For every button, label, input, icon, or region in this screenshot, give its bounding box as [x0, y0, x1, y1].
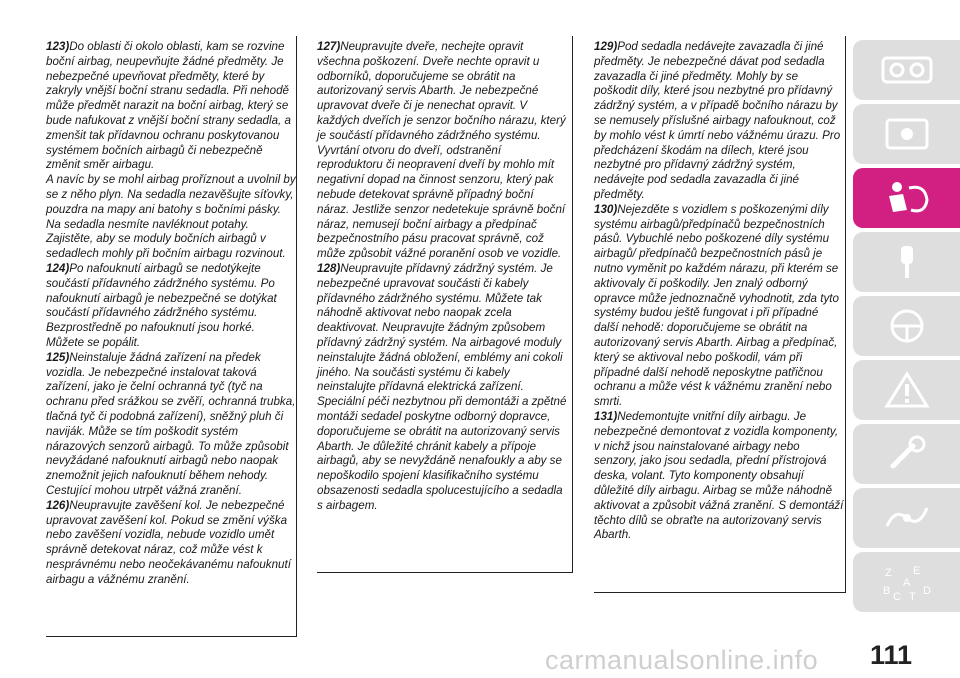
sidebar-tab-emergency[interactable] — [853, 360, 960, 420]
column-divider-1 — [296, 36, 297, 636]
warning-paragraph — [594, 203, 844, 410]
warning-number: 124) — [46, 261, 70, 275]
steering-wheel-icon — [879, 306, 935, 346]
warning-paragraph — [317, 262, 569, 514]
column-bottom-rule-3 — [594, 592, 846, 593]
column-divider-2 — [572, 36, 573, 572]
sidebar-tab-info[interactable] — [853, 104, 960, 164]
warning-text: A navíc by se mohl airbag proříznout a uvolnil by se z něho plyn. Na sedadla nezavěšujte síťovky, pouzdra na mapy ani batohy s bočními pásky. Na sedadla nesmíte navléknout potahy. Zajistěte, aby se moduly bočních airbagů v sedadlech mohly při bočním airbagu rozvinout. — [46, 173, 296, 261]
key-icon — [879, 242, 935, 282]
svg-text:D: D — [922, 585, 931, 597]
warning-paragraph — [46, 262, 296, 351]
warning-paragraph — [594, 410, 844, 543]
warning-number: 126) — [46, 498, 70, 512]
warning-number: 123) — [46, 40, 70, 53]
warning-number: 131) — [594, 409, 618, 423]
sidebar-tab-driving[interactable] — [853, 296, 960, 356]
warning-paragraph — [46, 351, 296, 499]
car-info-icon — [879, 114, 935, 154]
svg-text:B: B — [882, 585, 890, 597]
sidebar-tab-dashboard[interactable] — [853, 40, 960, 100]
warning-paragraph — [594, 40, 844, 203]
warning-text: Po nafouknutí airbagů se nedotýkejte součástí přídavného zádržného systému. Po nafouknutí airbagů je nebezpečné se dotýkat součástí přídavného zádržného systému. Bezprostředně po nafouknutí jsou horké. Můžete se popálit. — [46, 261, 277, 349]
column-divider-3 — [845, 36, 846, 592]
warning-text: Neupravujte přídavný zádržný systém. Je nebezpečné upravovat součásti či kabely přídavného zádržného systému. Můžete tak náhodně aktivovat nebo naopak zcela deaktivovat. Neupravujte žádným způsobem přídavný zádržný systém. Na airbagové moduly neinstalujte žádná obložení, emblémy ani cokoli jiného. Na součásti systému či kabely neinstalujte přídavná elektrická zařízení. Speciální péči nezbytnou při demontáži a zpětné montáži sedadel poskytne odborný dopravce, doporučujeme se obrátit na autorizovaný servis Abarth. Je důležité chránit kabely a přípoje airbagů, aby se nevyždáně nenafoukly a aby se nepoškodilo spojení klasifikačního systému obsazenosti sedadla spolucestujícího a sedadla s airbagem. — [317, 261, 567, 512]
warning-text: Neupravujte dveře, nechejte opravit všechna poškození. Dveře nechte opravit u odborníků, doporučujeme se obrátit na autorizovaný servis Abarth. Je nebezpečné upravovat dveře či je nenechat opravit. V každých dveřích je senzor bočního nárazu, který je součástí přídavného zádržného systému. Vyvrtání otvoru do dveří, odstranění reproduktoru či neopravení dveří by mohlo mít negativní dopad na činnost senzoru, který pak nebude detekovat správně případný boční náraz. Jestliže senzor nedetekuje správně boční náraz, nemusejí boční airbagy a předpínač bezpečnostního pásu pracovat správně, což může způsobit vážné poranění osob ve vozidle. — [317, 40, 566, 261]
warning-text: Do oblasti či okolo oblasti, kam se rozvine boční airbag, neupevňujte žádné předměty. Je nebezpečné upevňovat předměty, které by zakryly vnější boční stranu sedadla. Při nehodě může předmět narazit na boční airbag, který se bude nafukovat z vnější boční strany sedadla, a zmenšit tak přídavnou ochranu poskytovanou systémem bočních airbagů či nebezpečně změnit směr airbagu. — [46, 40, 291, 172]
alphabet-index-icon — [879, 562, 935, 602]
warning-paragraph — [46, 173, 296, 262]
technical-data-icon — [879, 498, 935, 538]
svg-text:E: E — [912, 565, 920, 577]
wrench-car-icon — [879, 434, 935, 474]
car-dashboard-icon — [879, 50, 935, 90]
warning-number: 127) — [317, 40, 341, 53]
svg-text:A: A — [902, 577, 910, 589]
warning-text: Neinstaluje žádná zařízení na předek vozidla. Je nebezpečné instalovat taková zařízení, jako je čelní ochranná tyč (tyč na ochranu před srážkou se zvěří, ochranná trubka, tlačná tyč či podobná zařízení), sněžný pluh či naviják. Může se tím poškodit systém nárazových senzorů airbagů. To může způsobit nevyžádané nafouknutí airbagů nebo naopak znemožnit jejich nafouknutí během nehody. Cestující mohou utrpět vážná zranění. — [46, 350, 296, 497]
warning-paragraph — [317, 40, 569, 262]
sidebar-tab-start[interactable] — [853, 232, 960, 292]
svg-text:T: T — [908, 591, 916, 602]
warning-paragraph — [46, 499, 296, 588]
warning-car-icon — [879, 370, 935, 410]
warning-number: 129) — [594, 40, 618, 53]
column-bottom-rule-2 — [317, 572, 573, 573]
warning-number: 128) — [317, 261, 341, 275]
watermark: carmanualsonline.info — [545, 645, 819, 675]
page-number: 111 — [870, 640, 913, 670]
person-airbag-icon — [879, 178, 935, 218]
svg-text:C: C — [892, 591, 901, 602]
warning-text: Nedemontujte vnitřní díly airbagu. Je nebezpečné demontovat z vozidla komponenty, v nichž jsou nainstalované airbagy nebo senzory, jako jsou sedadla, přední přístrojová deska, volant. Tyto komponenty obsahují důležité díly airbagu. Airbag se může náhodně aktivovat a způsobit vážná zranění. S demontáží těchto dílů se obraťte na autorizovaný servis Abarth. — [594, 409, 844, 542]
warning-text: Nejezděte s vozidlem s poškozenými díly systému airbagů/předpínačů bezpečnostních pásů. Vybuchlé nebo poškozené díly systému airbagů/ předpínačů bezpečnostních pásů je nutno vyměnit po každém nárazu, při kterém se aktivovaly či poškodily. Jen znalý odborný opravce může jednoznačně vyhodnotit, zda tyto systémy budou ještě fungovat i při případné další nehodě: doporučujeme se obrátit na autorizovaný servis Abarth. Airbag a předpínač, který se aktivoval nebo poškodil, vám při případné další nehodě neposkytne patřičnou ochranu a může vést k vážnému zranění nebo smrti. — [594, 202, 839, 409]
sidebar-tab-technical[interactable] — [853, 488, 960, 548]
warning-text: Neupravujte zavěšení kol. Je nebezpečné upravovat zavěšení kol. Pokud se změní výška nebo zavěšení vozidla, nebude vozidlo umět správně detekovat náraz, což může vést k nesprávnému nebo neočekávanému nafouknutí airbagu a vážnému zranění. — [46, 498, 291, 586]
sidebar-tab-safety[interactable] — [853, 168, 960, 228]
warning-number: 130) — [594, 202, 618, 216]
text-column-1 — [46, 40, 296, 587]
sidebar-tab-index[interactable] — [853, 552, 960, 612]
warning-number: 125) — [46, 350, 70, 364]
text-column-3 — [594, 40, 844, 543]
warning-text: Pod sedadla nedávejte zavazadla či jiné předměty. Je nebezpečné dávat pod sedadla zavazadla či jiné předměty. Mohly by se poškodit díly, které jsou nezbytné pro přídavný zádržný systém, a v případě bočního nárazu by se nemusely příslušné airbagy nafouknout, což by mohlo vést k úmrtí nebo vážnému úrazu. Pro předcházení škodám na dílech, které jsou nezbytné pro přídavný zádržný systém, nedávejte pod sedadla zavazadla či jiné předměty. — [594, 40, 841, 201]
column-bottom-rule-1 — [46, 636, 297, 637]
sidebar-tab-maintenance[interactable] — [853, 424, 960, 484]
text-column-2 — [317, 40, 569, 514]
svg-text:Z: Z — [884, 567, 892, 579]
warning-paragraph — [46, 40, 296, 173]
